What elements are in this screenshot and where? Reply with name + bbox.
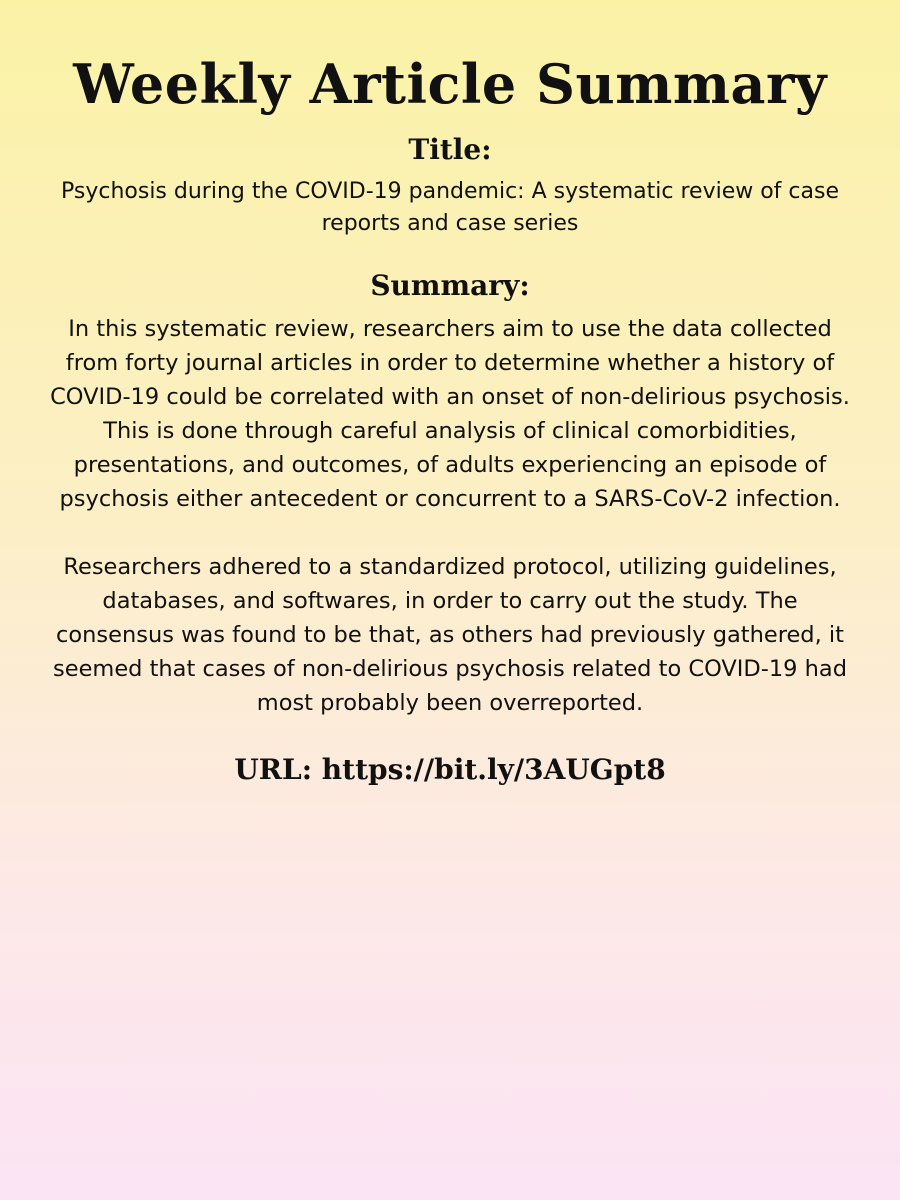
page-title: Weekly Article Summary — [73, 52, 827, 116]
summary-paragraph-2: Researchers adhered to a standardized protocol, utilizing guidelines, databases, and softwares, in order to carry out the study. The consensus was found to be that, as others had previously gathered, it seemed that cases of non-delirious psychosis related to COVID-19 had most probably been overreported. — [53, 554, 847, 716]
article-url[interactable]: URL: https://bit.ly/3AUGpt8 — [234, 753, 666, 786]
summary-label: Summary: — [370, 269, 530, 302]
summary-paragraph-1: In this systematic review, researchers aim to use the data collected from forty journal articles in order to determine whether a history of COVID-19 could be correlated with an onset of non-delirious psychosis. This is done through careful analysis of clinical comorbidities, presentations, and outcomes, of adults experiencing an episode of psychosis either antecedent or concurrent to a SARS-CoV-2 infection. — [50, 316, 850, 512]
article-title: Psychosis during the COVID-19 pandemic: A systematic review of case reports and case series — [61, 179, 839, 236]
title-label: Title: — [408, 133, 492, 166]
